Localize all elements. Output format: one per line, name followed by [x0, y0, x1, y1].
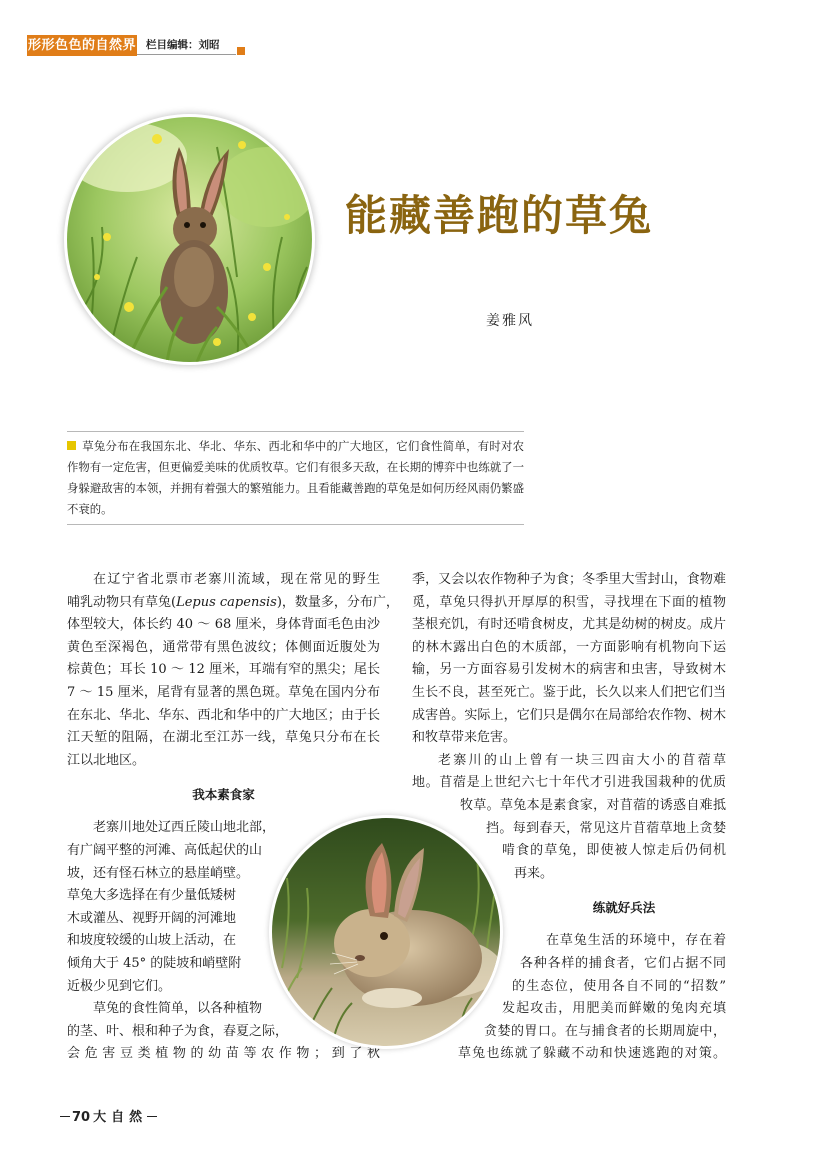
body-text-line: 哺乳动物只有草兔(Lepus capensis)，数量多，分布广，	[67, 594, 399, 610]
body-text-line: 的林木露出白色的木质部，一方面影响有机物向下运	[412, 639, 726, 655]
hare-in-grass-photo	[67, 117, 312, 362]
body-text-line: 季，又会以农作物种子为食；冬季里大雪封山，食物难	[412, 572, 726, 587]
body-text-line: 会危害豆类植物的幼苗等农作物；到了秋	[67, 1046, 380, 1062]
body-text-line: 和牧草带来危害。	[412, 730, 517, 746]
body-text-line: 的生态位，使用各自不同的“招数”	[512, 978, 726, 994]
header-square-marker	[237, 47, 245, 55]
body-text-line: 在辽宁省北票市老寨川流域，现在常见的野生	[93, 572, 380, 587]
abstract-text: 草兔分布在我国东北、华北、华东、西北和华中的广大地区，它们食性简单，有时对农作物有一定危害，但更偏爱美味的优质牧草。它们有很多天敌，在长期的博弈中也练就了一身躲避敌害的本领，并拥有着强大的繁殖能力。且看能藏善跑的草兔是如何历经风雨仍繁盛不衰的。	[67, 439, 524, 516]
body-text-line: 草兔的食性简单，以各种植物	[93, 1001, 263, 1017]
header-rule	[137, 54, 236, 55]
body-text-line: 和坡度较缓的山坡上活动，在	[67, 933, 237, 949]
body-text-line: 老寨川的山上曾有一块三四亩大小的苜蓿草	[438, 752, 726, 768]
body-text-line: 成害兽。实际上，它们只是偶尔在局部给农作物、树木	[412, 707, 726, 723]
body-text-line: 觅，草兔只得扒开厚厚的积雪，寻找埋在下面的植物	[412, 594, 726, 610]
body-text-line: 在东北、华北、华东、西北和华中的广大地区；由于长	[67, 707, 380, 723]
column-tag: 形形色色的自然界	[27, 35, 137, 56]
body-text-line: 倾角大于 45° 的陡坡和峭壁附	[67, 955, 242, 971]
footer-dash-left	[60, 1116, 70, 1117]
body-text-line: 地。苜蓿是上世纪六七十年代才引进我国栽种的优质	[412, 775, 726, 791]
footer-dash-right	[147, 1116, 157, 1117]
body-text-line: 棕黄色；耳长 10 ～ 12 厘米，耳端有窄的黑尖；尾长	[67, 662, 380, 678]
body-text-line: 近极少见到它们。	[67, 978, 172, 994]
section-heading: 我本素食家	[192, 787, 255, 803]
body-text-line: 有广阔平整的河滩、高低起伏的山	[67, 842, 263, 858]
body-text-line: 挡。每到春天，常见这片苜蓿草地上贪婪	[486, 820, 726, 836]
body-text-line: 发起攻击，用肥美而鲜嫩的兔肉充填	[502, 1001, 726, 1017]
body-text-line: 7 ～ 15 厘米，尾背有显著的黑色斑。草兔在国内分布	[67, 684, 380, 700]
species-name: Lepus capensis	[176, 594, 277, 610]
body-text-line: 贪婪的胃口。在与捕食者的长期周旋中，	[484, 1023, 726, 1039]
body-text-line: 草兔也练就了躲藏不动和快速逃跑的对策。	[458, 1046, 726, 1062]
abstract-bottom-rule	[67, 524, 524, 525]
body-text-line: 木或灌丛、视野开阔的河滩地	[67, 910, 237, 926]
body-text-line: 黄色至深褐色，通常带有黑色波纹；体侧面近腹处为	[67, 639, 380, 655]
body-text-line: 草兔大多选择在有少量低矮树	[67, 888, 237, 904]
body-text-line: 再来。	[514, 865, 554, 881]
article-title: 能藏善跑的草兔	[345, 191, 654, 240]
hare-on-ground-photo	[272, 818, 500, 1046]
page-footer	[60, 1106, 157, 1125]
column-editor: 栏目编辑：刘昭	[146, 39, 220, 51]
body-text-line: 各种各样的捕食者，它们占据不同	[520, 955, 726, 971]
section-heading: 练就好兵法	[592, 900, 656, 916]
abstract-marker	[67, 441, 76, 450]
magazine-name: 大自然	[93, 1110, 148, 1125]
article-author: 姜雅风	[486, 313, 534, 329]
body-text-line: 啃食的草兔，即使被人惊走后仍伺机	[502, 843, 726, 859]
body-text-line: 输，另一方面容易引发树木的病害和虫害，导致树木	[412, 662, 726, 678]
body-text-line: 江以北地区。	[67, 752, 146, 768]
body-text-line: 的茎、叶、根和种子为食，春夏之际，	[67, 1023, 289, 1039]
body-text-line: 老寨川地处辽西丘陵山地北部，	[93, 820, 276, 836]
page-number: 70	[72, 1110, 91, 1125]
body-text-line: 在草兔生活的环境中，存在着	[546, 933, 726, 949]
abstract	[67, 436, 524, 520]
body-text-line: 牧草。草兔本是素食家，对苜蓿的诱惑自难抵	[460, 797, 726, 813]
body-text-line: 茎根充饥，有时还啃食树皮，尤其是幼树的树皮。成片	[412, 617, 726, 633]
body-text-line: 生长不良，甚至死亡。鉴于此，长久以来人们把它们当	[412, 684, 726, 700]
abstract-top-rule	[67, 431, 524, 432]
body-text-line: 体型较大，体长约 40 ～ 68 厘米，身体背面毛色由沙	[67, 617, 380, 633]
body-text-line: 江天堑的阻隔，在湖北至江苏一线，草兔只分布在长	[67, 730, 380, 746]
body-text-line: 坡，还有怪石林立的悬崖峭壁。	[67, 865, 250, 881]
